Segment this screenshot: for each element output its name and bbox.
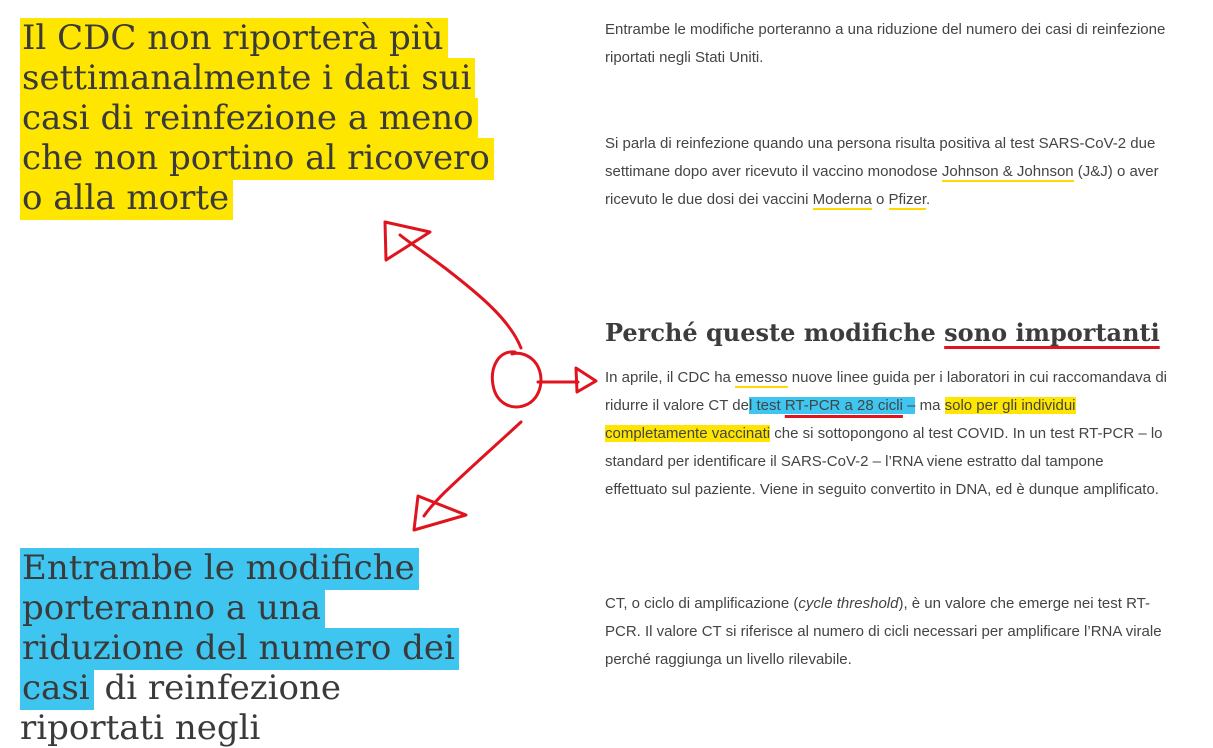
- paragraph-1: Entrambe le modifiche porteranno a una riduzione del numero dei casi di reinfezione riportati negli Stati Uniti.: [605, 21, 1166, 66]
- p3-text-4: che si sottopongono al test COVID. In un test RT-PCR – lo standard per identificare il SARS-CoV-2 – l’RNA viene estratto dal tampone effettuato sul paziente. Viene in seguito convertito in DNA, ed è dunque amplificato.: [605, 425, 1163, 498]
- link-moderna[interactable]: Moderna: [812, 191, 872, 208]
- note-top-text: Il CDC non riporterà più settimanalmente i dati sui casi di reinfezione a meno che non portino al ricovero o alla morte: [20, 18, 494, 220]
- p3-yellow-highlight: solo per gli individui completamente vaccinati: [605, 397, 1076, 442]
- p2-text-d: .: [926, 191, 931, 208]
- p3-text-3: ma: [915, 397, 945, 414]
- p4-text-2: ), è un valore che emerge nei test RT-PCR. Il valore CT si riferisce al numero di cicli necessari per amplificare l’RNA virale perché raggiunga un livello rilevabile.: [605, 595, 1162, 668]
- link-emesso[interactable]: emesso: [735, 369, 788, 386]
- arrow-up-left-shaft: [400, 235, 521, 348]
- p3-text-2: nuove linee guida per i laboratori in cui raccomandava di ridurre il valore CT de: [605, 369, 1167, 414]
- arrow-right-head: [576, 368, 596, 392]
- note-bottom: [20, 548, 490, 748]
- paragraph-4: [605, 590, 1170, 674]
- arrow-up-left-head: [385, 222, 430, 260]
- paragraph-3: [605, 364, 1170, 504]
- link-johnson-johnson[interactable]: Johnson & Johnson: [941, 163, 1074, 180]
- p4-italic: cycle threshold: [798, 595, 899, 612]
- p4-text-1: CT, o ciclo di amplificazione (: [605, 595, 799, 612]
- p3-blue-highlight-2: –: [902, 397, 916, 414]
- section-heading: [605, 315, 1170, 351]
- p3-blue-highlight-red-underline: RT-PCR a 28 cicli: [784, 397, 903, 414]
- red-circle-icon: [492, 352, 541, 407]
- arrow-down-left-head: [414, 496, 466, 530]
- note-top: [20, 18, 500, 218]
- note-bottom-tail: di reinfezione riportati negli: [20, 668, 342, 748]
- p3-text-1: In aprile, il CDC ha: [605, 369, 736, 386]
- p2-text-c: o: [871, 191, 889, 208]
- heading-part-1: Perché queste modifiche: [605, 318, 945, 347]
- note-bottom-highlighted: Entrambe le modifiche porteranno a una riduzione del numero dei casi: [20, 548, 459, 710]
- p2-text-b: (J&J) o aver ricevuto le due dosi dei vaccini: [605, 163, 1159, 208]
- paragraph-2: [605, 130, 1170, 214]
- arrow-down-left-shaft: [424, 422, 521, 516]
- p3-blue-highlight-1: l test: [748, 397, 785, 414]
- link-pfizer[interactable]: Pfizer: [888, 191, 927, 208]
- p2-text-a: Si parla di reinfezione quando una persona risulta positiva al test SARS-CoV-2 due settimane dopo aver ricevuto il vaccino monodose: [605, 135, 1156, 180]
- heading-part-2: sono importanti: [944, 318, 1160, 347]
